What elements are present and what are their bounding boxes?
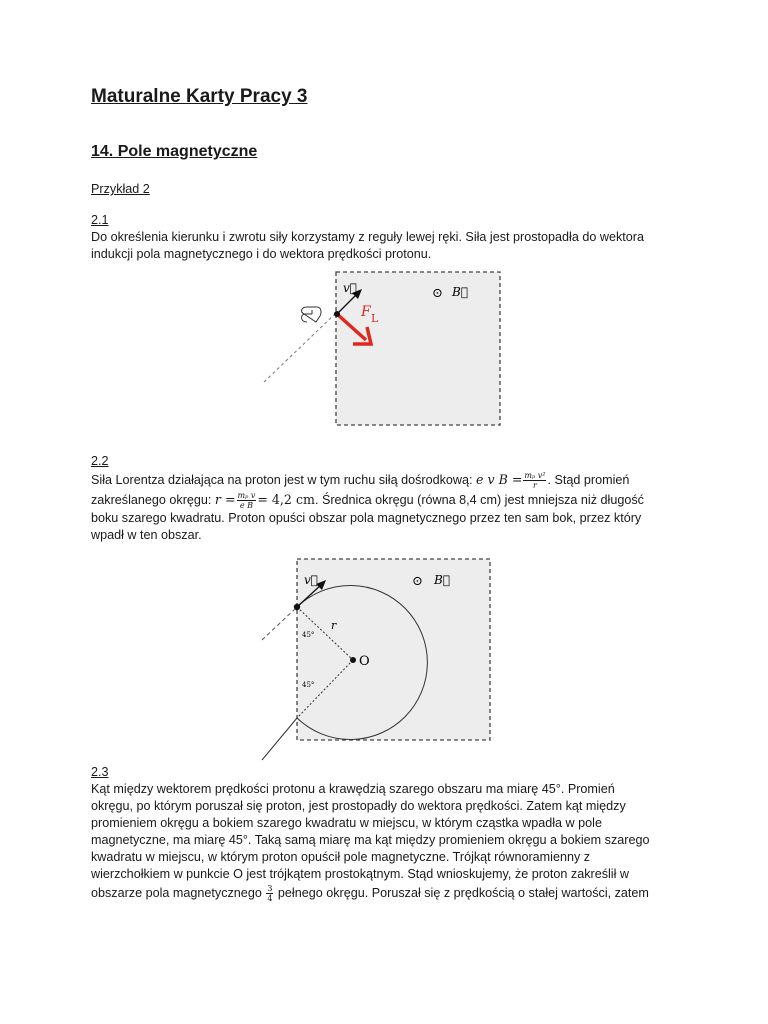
section-2-1-line-1: Do określenia kierunku i zwrotu siły korzystamy z reguły lewej ręki. Siła jest prostopadła do wektora: [91, 230, 644, 244]
lorentz-text-end: . Stąd promień: [547, 473, 630, 487]
field-out-of-page-icon: ⊙: [432, 286, 443, 301]
lorentz-text: Siła Lorentza działająca na proton jest w tym ruchu siłą dośrodkową:: [91, 473, 477, 487]
section-2-3-line-6: wierzchołkiem w punkcie O jest trójkątem prostokątnym. Stąd wnioskujemy, że proton zakreślił w: [91, 867, 629, 881]
center-label: O: [359, 654, 370, 669]
three-quarters-fraction: [266, 884, 273, 903]
fraction-text-end: pełnego okręgu. Poruszał się z prędkością o stałej wartości, zatem: [274, 886, 649, 900]
entry-dashed-line: [262, 607, 297, 640]
section-2-3-line-1: Kąt między wektorem prędkości protonu a krawędzią szarego obszaru ma miarę 45°. Promień: [91, 782, 615, 796]
section-2-1-label: 2.1: [91, 213, 109, 227]
section-2-3-line-7: [91, 883, 649, 903]
proton-dot: [294, 604, 300, 610]
fraction-numerator: mₚ v²: [524, 471, 546, 481]
example-label: Przykład 2: [91, 182, 150, 196]
field-b-label: B⃗: [452, 285, 469, 299]
magnetic-field-region: [297, 559, 490, 740]
velocity-label: v⃗: [304, 573, 318, 587]
exit-line: [262, 718, 297, 760]
field-out-of-page-icon: ⊙: [412, 574, 423, 589]
section-2-1-line-2: indukcji pola magnetycznego i do wektora prędkości protonu.: [91, 247, 432, 261]
section-2-3-line-3: promieniem okręgu a bokiem szarego kwadratu w miejscu, w którym cząstka wpadła w pole: [91, 816, 602, 830]
angle-label-exit: 45°: [302, 681, 315, 689]
section-2-3-line-4: magnetyczne, ma miarę 45°. Taką samą miarę ma kąt między promieniem okręgu a bokiem szarego: [91, 833, 650, 847]
force-subscript: L: [371, 312, 379, 325]
section-2-3: [91, 764, 649, 903]
fraction-numerator: mₚ v: [237, 491, 256, 501]
velocity-label: v⃗: [343, 281, 357, 295]
diameter-text: . Średnica okręgu (równa 8,4 cm) jest mniejsza niż długość: [314, 493, 644, 507]
chapter-heading: 14. Pole magnetyczne: [91, 143, 258, 160]
section-2-2-label: 2.2: [91, 454, 109, 468]
document-title: Maturalne Karty Pracy 3: [91, 86, 308, 107]
force-label: F: [361, 304, 371, 320]
radius-equation-lhs: r =: [214, 492, 236, 507]
radius-label: r: [331, 619, 337, 632]
section-2-3-line-5: kwadratu w miejscu, w którym proton opuścił pole magnetyczne. Trójkąt równoramienny z: [91, 850, 591, 864]
section-2-3-line-2: okręgu, po którym poruszał się proton, jest prostopadły do wektora prędkości. Zatem kąt między: [91, 799, 626, 813]
fraction-text: obszarze pola magnetycznego: [91, 886, 266, 900]
fraction-denominator: 4: [267, 894, 273, 904]
section-2-2-line-4: wpadł w ten obszar.: [91, 528, 202, 542]
lorentz-equation-lhs: e v B =: [476, 472, 523, 487]
field-b-label: B⃗: [434, 573, 451, 587]
fraction-numerator: 3: [267, 884, 273, 894]
section-2-3-label: 2.3: [91, 765, 109, 779]
angle-label-entry: 45°: [302, 631, 315, 639]
center-point-o: [350, 657, 356, 663]
radius-value: = 4,2 cm: [257, 492, 315, 507]
fraction-denominator: r: [533, 481, 537, 491]
fraction-denominator: e B: [239, 501, 253, 511]
radius-text: zakreślanego okręgu:: [91, 493, 215, 507]
section-2-2-line-3: boku szarego kwadratu. Proton opuści obszar pola magnetycznego przez ten sam bok, przez który: [91, 511, 642, 525]
